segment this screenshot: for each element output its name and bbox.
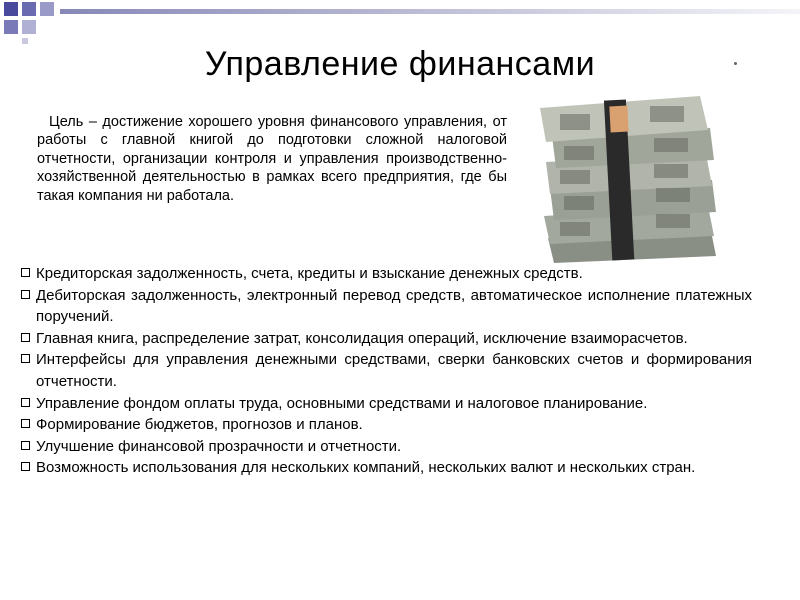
square-bullet-icon [21,441,30,450]
decorative-dot [734,62,737,65]
square-bullet-icon [21,290,30,299]
feature-list [18,263,752,479]
list-item: Дебиторская задолженность, электронный перевод средств, автоматическое исполнение платежных поручений. [18,285,752,328]
list-item: Интерфейсы для управления денежными средствами, сверки банковских счетов и формирования отчетности. [18,349,752,392]
square-bullet-icon [21,462,30,471]
square-bullet-icon [21,268,30,277]
square-bullet-icon [21,419,30,428]
list-item: Возможность использования для нескольких компаний, нескольких валют и нескольких стран. [18,457,752,479]
decorative-header [0,0,800,44]
money-stack-icon [530,88,725,263]
list-item: Главная книга, распределение затрат, консолидация операций, исключение взаиморасчетов. [18,328,752,350]
list-item: Улучшение финансовой прозрачности и отчетности. [18,436,752,458]
list-item: Формирование бюджетов, прогнозов и планов. [18,414,752,436]
square-bullet-icon [21,333,30,342]
list-item: Управление фондом оплаты труда, основными средствами и налоговое планирование. [18,393,752,415]
intro-paragraph: Цель – достижение хорошего уровня финансового управления, от работы с главной книгой до подготовки сложной налоговой отчетности, организации контроля и управления производственно-хозяйственной деятельностью в рамках всего предприятия, где бы такая компания ни работала. [37,114,507,204]
square-bullet-icon [21,398,30,407]
slide-title: Управление финансами [204,45,596,83]
list-item: Кредиторская задолженность, счета, кредиты и взыскание денежных средств. [18,263,752,285]
square-bullet-icon [21,354,30,363]
